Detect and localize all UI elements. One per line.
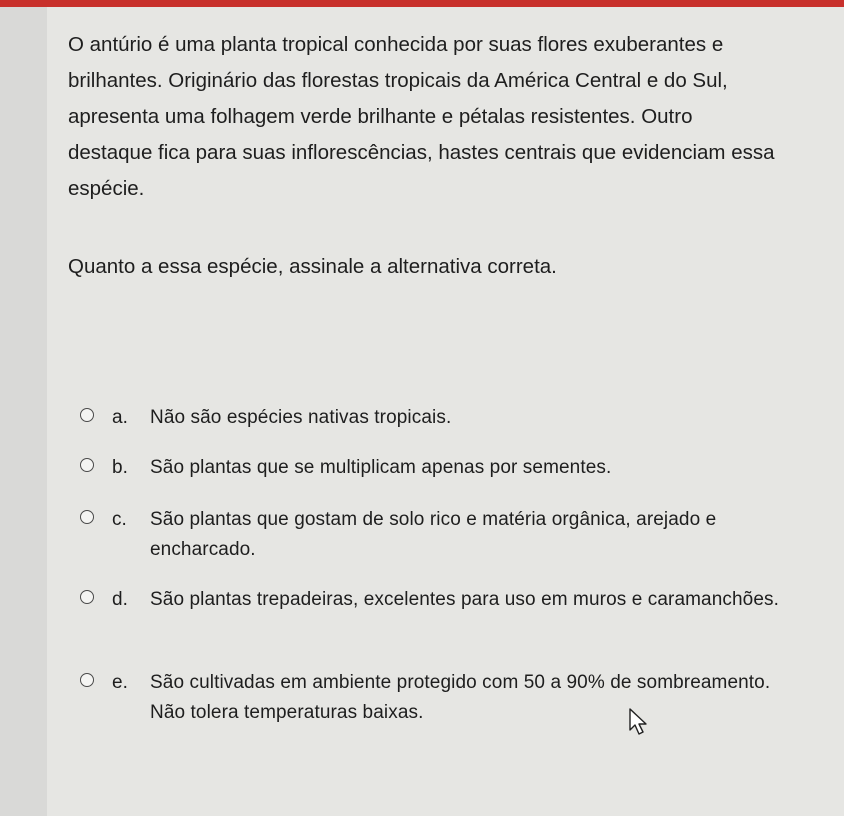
option-letter: d. [112,589,128,610]
radio-button-icon[interactable] [80,408,94,422]
option-text[interactable]: São plantas trepadeiras, excelentes para uso em muros e caramanchões. [150,589,779,610]
radio-button-icon[interactable] [80,510,94,524]
question-prompt: Quanto a essa espécie, assinale a alternativa correta. [68,255,557,278]
option-letter: c. [112,509,127,530]
option-text[interactable]: São cultivadas em ambiente protegido com 50 a 90% de sombreamento. Não tolera temperaturas baixas. [150,672,771,723]
radio-button-icon[interactable] [80,458,94,472]
mouse-pointer-icon [628,708,654,736]
option-text[interactable]: Não são espécies nativas tropicais. [150,407,452,428]
option-letter: e. [112,672,128,693]
question-text: O antúrio é uma planta tropical conhecida por suas flores exuberantes e brilhantes. Originário das florestas tropicais da América Central e do Sul, apresenta uma folhagem verde brilhante e pétalas resistentes. Outro destaque fica para suas inflorescências, hastes centrais que evidenciam essa espécie. [68,33,775,200]
option-text[interactable]: São plantas que gostam de solo rico e matéria orgânica, arejado e encharcado. [150,509,717,560]
option-letter: a. [112,407,128,428]
option-text[interactable]: São plantas que se multiplicam apenas por sementes. [150,457,612,478]
radio-button-icon[interactable] [80,673,94,687]
radio-button-icon[interactable] [80,590,94,604]
option-letter: b. [112,457,128,478]
